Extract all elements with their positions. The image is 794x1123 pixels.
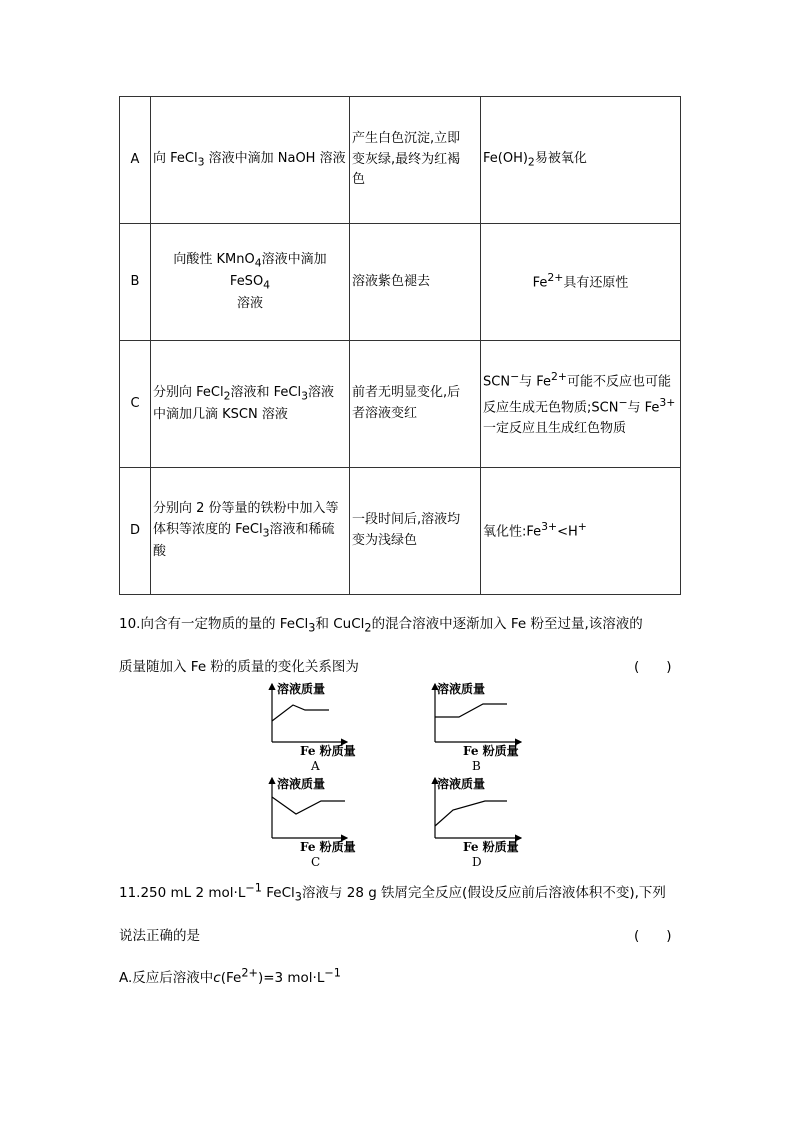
- option-a: A.反应后溶液中$c(Fe^{2+})=3$ $mol\cdot L^{-1}$: [119, 966, 341, 986]
- conclusion-cell: SCN−与 $Fe^{2+}$可能不反应也可能 反应生成无色物质;SCN−与 $Fe^{3+}$ 一定反应且生成红色物质: [481, 341, 681, 468]
- experiment-table: [119, 96, 681, 595]
- graph-a: [272, 681, 356, 773]
- answer-paren: ( ): [634, 659, 672, 675]
- y-axis-label: 溶液质量: [437, 777, 486, 791]
- y-axis-label: 溶液质量: [277, 777, 326, 791]
- graph-c: [272, 776, 356, 869]
- x-axis-label: Fe 粉质量: [463, 840, 519, 854]
- curve-c: [272, 797, 345, 814]
- operation-cell: 分别向 FeCl$_2$溶液和 FeCl$_3$溶液 中滴加几滴 KSCN 溶液: [151, 341, 350, 468]
- graph-label: B: [472, 759, 481, 773]
- phenomenon-cell: 一段时间后,溶液均 变为浅绿色: [350, 468, 481, 595]
- question-10-line-2: 质量随加入 Fe 粉的质量的变化关系图为: [119, 659, 359, 675]
- row-label: D: [120, 468, 151, 595]
- operation-cell: 分别向 2 份等量的铁粉中加入等 体积等浓度的 FeCl$_3$溶液和稀硫 酸: [151, 468, 350, 595]
- y-axis-label: 溶液质量: [277, 682, 326, 696]
- row-label: B: [120, 224, 151, 341]
- table-row: [120, 341, 681, 468]
- x-axis-label: Fe 粉质量: [300, 840, 356, 854]
- graph-label: A: [311, 759, 320, 773]
- conclusion-cell: $Fe^{2+}$具有还原性: [481, 224, 681, 341]
- question-11-line-1: 11.250 mL 2 $mol\cdot L^{-1}$ FeCl$_3$溶液与 28 g 铁屑完全反应(假设反应前后溶液体积不变),下列: [119, 881, 666, 904]
- graph-label: D: [472, 855, 482, 869]
- y-axis-label: 溶液质量: [437, 682, 486, 696]
- answer-paren: ( ): [634, 928, 672, 944]
- operation-cell: 向 FeCl$_3$ 溶液中滴加 NaOH 溶液: [151, 97, 350, 224]
- table-row: [120, 468, 681, 595]
- conclusion-cell: $Fe(OH)_2$易被氧化: [481, 97, 681, 224]
- conclusion-cell: 氧化性$:Fe^{3+}<H^+$: [481, 468, 681, 595]
- curve-b: [435, 704, 507, 717]
- phenomenon-cell: 前者无明显变化,后 者溶液变红: [350, 341, 481, 468]
- row-label: C: [120, 341, 151, 468]
- graph-b: [435, 681, 521, 773]
- graph-options: [255, 680, 545, 870]
- question-11-line-2: 说法正确的是: [119, 928, 200, 944]
- graph-d: [435, 776, 521, 869]
- phenomenon-cell: 产生白色沉淀,立即 变灰绿,最终为红褐 色: [350, 97, 481, 224]
- operation-cell: 向酸性 KMnO$_4$溶液中滴加 FeSO$_4$ 溶液: [151, 224, 350, 341]
- curve-a: [272, 705, 329, 721]
- phenomenon-cell: 溶液紫色褪去: [350, 224, 481, 341]
- row-label: A: [120, 97, 151, 224]
- question-10-line-1: 10.向含有一定物质的量的 FeCl$_3$和 CuCl$_2$的混合溶液中逐渐加入 Fe 粉至过量,该溶液的: [119, 616, 643, 635]
- table-row: [120, 97, 681, 224]
- x-axis-label: Fe 粉质量: [300, 744, 356, 758]
- x-axis-label: Fe 粉质量: [463, 744, 519, 758]
- graph-label: C: [311, 855, 321, 869]
- table-row: [120, 224, 681, 341]
- curve-d: [435, 801, 507, 826]
